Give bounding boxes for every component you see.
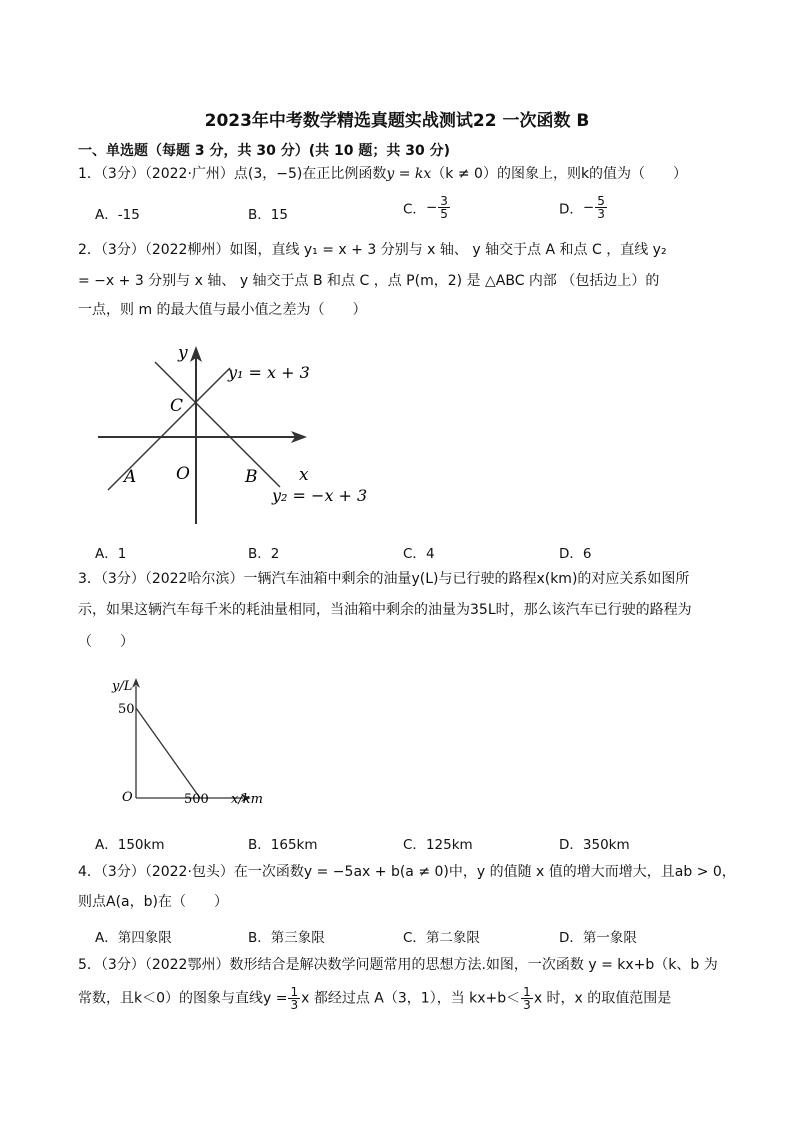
fraction-numerator: 1 bbox=[290, 985, 299, 999]
option-text: 第二象限 bbox=[425, 930, 480, 946]
option-letter: D． bbox=[559, 837, 583, 853]
q2-figure bbox=[95, 338, 385, 528]
q5-text-c: x 时，x 的取值范围是 bbox=[533, 990, 672, 1007]
option-letter: A． bbox=[95, 207, 118, 223]
q3-x-intercept: 500 bbox=[184, 792, 209, 807]
q3-x-label: x/km bbox=[231, 792, 263, 807]
option-letter: A． bbox=[95, 930, 118, 946]
option-letter: B． bbox=[248, 546, 271, 562]
question-1-stem bbox=[78, 166, 687, 182]
q4-line-1: 4．（3分）（2022·包头）在一次函数y = −5ax + b(a ≠ 0)中，y 的值随 x 值的增大而增大，且ab > 0， bbox=[78, 864, 736, 880]
q3-y-label: y/L bbox=[112, 679, 133, 694]
q3-line-2: 示，如果这辆汽车每千米的耗油量相同，当油箱中剩余的油量为35L时，那么该汽车已行驶的路程为 bbox=[78, 602, 692, 618]
point-o-label: O bbox=[176, 464, 190, 484]
q2-option-a[interactable] bbox=[95, 542, 126, 562]
option-text: 第三象限 bbox=[270, 930, 325, 946]
point-a-label: A bbox=[124, 467, 137, 487]
q2-x-label: x bbox=[299, 465, 309, 485]
option-letter: C． bbox=[403, 546, 426, 562]
q5-line-1: 5．（3分）（2022鄂州）数形结合是解决数学问题常用的思想方法.如图，一次函数 y = kx+b（k、b 为 bbox=[78, 957, 718, 973]
option-letter: B． bbox=[248, 930, 271, 946]
q1-option-c[interactable] bbox=[403, 195, 451, 220]
option-letter: A． bbox=[95, 837, 118, 853]
q2-line2-label: y₂ = −x + 3 bbox=[272, 486, 368, 505]
q1-tail: 的图象上，则k的值为（ ） bbox=[496, 166, 688, 182]
q3-y-axis bbox=[132, 678, 140, 798]
point-c-label: C bbox=[170, 396, 184, 416]
option-letter: D． bbox=[559, 201, 583, 218]
q1-option-d[interactable] bbox=[559, 195, 608, 220]
q2-line-1: 2．（3分）（2022柳州）如图，直线 y₁ = x + 3 分别与 x 轴、 y 轴交于点 A 和点 C ，直线 y₂ bbox=[78, 242, 667, 258]
option-text: 1 bbox=[117, 546, 127, 562]
q4-line-2: 则点A(a，b)在（ ） bbox=[78, 894, 228, 910]
q1-option-a[interactable] bbox=[95, 203, 140, 223]
option-letter: C． bbox=[403, 201, 426, 218]
option-text: 125km bbox=[425, 837, 473, 853]
option-letter: C． bbox=[403, 837, 426, 853]
option-text: 6 bbox=[582, 546, 592, 562]
fraction-numerator: 1 bbox=[523, 985, 531, 999]
q4-option-d[interactable] bbox=[559, 926, 637, 946]
q2-option-c[interactable] bbox=[403, 542, 435, 562]
q2-line-3: 一点，则 m 的最大值与最小值之差为（ ） bbox=[78, 302, 367, 318]
option-fraction bbox=[438, 195, 450, 220]
q4-option-c[interactable] bbox=[403, 926, 480, 946]
fraction-numerator: 3 bbox=[440, 194, 448, 208]
q3-option-b[interactable] bbox=[248, 833, 318, 853]
option-text: -15 bbox=[117, 207, 140, 223]
option-text: 350km bbox=[582, 837, 630, 853]
q1-head: 1．（3分）（2022·广州）点(3，−5)在正比例函数 bbox=[78, 166, 387, 182]
option-text: 165km bbox=[270, 837, 318, 853]
option-letter: D． bbox=[559, 930, 583, 946]
option-text: 2 bbox=[270, 546, 280, 562]
option-letter: A． bbox=[95, 546, 118, 562]
option-text: 15 bbox=[270, 207, 288, 223]
option-text: 4 bbox=[425, 546, 435, 562]
q2-x-axis bbox=[98, 431, 307, 443]
option-text: 第一象限 bbox=[582, 930, 637, 946]
q3-line-1: 3．（3分）（2022哈尔滨）一辆汽车油箱中剩余的油量y(L)与已行驶的路程x(km)的对应关系如图所 bbox=[78, 571, 690, 587]
q3-figure bbox=[108, 672, 278, 812]
option-text: 第四象限 bbox=[117, 930, 172, 946]
q5-text-b: x 都经过点 A（3，1），当 kx+b＜ bbox=[301, 990, 521, 1007]
q5-text-a: 常数，且k＜0）的图象与直线y = bbox=[78, 990, 288, 1007]
option-letter: D． bbox=[559, 546, 583, 562]
q2-line-2: = −x + 3 分别与 x 轴、 y 轴交于点 B 和点 C ，点 P(m，2) 是 △ABC 内部 （包括边上）的 bbox=[78, 273, 660, 289]
option-sign: − bbox=[425, 199, 438, 216]
option-sign: − bbox=[582, 199, 595, 216]
point-b-label: B bbox=[245, 467, 258, 487]
q1-func: y = kx bbox=[386, 166, 432, 182]
q2-option-b[interactable] bbox=[248, 542, 279, 562]
option-letter: C． bbox=[403, 930, 426, 946]
q2-line1-label: y₁ = x + 3 bbox=[228, 363, 310, 382]
q4-option-a[interactable] bbox=[95, 926, 172, 946]
q5-line-2 bbox=[78, 986, 671, 1011]
q2-y-axis bbox=[190, 346, 202, 524]
fraction-denominator: 3 bbox=[597, 207, 605, 221]
q3-origin: O bbox=[122, 790, 133, 805]
fraction-numerator: 5 bbox=[597, 194, 605, 208]
q4-option-b[interactable] bbox=[248, 926, 325, 946]
q5-fraction-2 bbox=[521, 986, 533, 1011]
q5-fraction-1 bbox=[288, 986, 300, 1011]
q2-option-d[interactable] bbox=[559, 542, 592, 562]
fraction-denominator: 3 bbox=[290, 998, 299, 1012]
q3-fuel-line bbox=[136, 708, 200, 798]
q3-option-d[interactable] bbox=[559, 833, 630, 853]
option-letter: B． bbox=[248, 837, 271, 853]
q2-y-label: y bbox=[178, 343, 188, 363]
page-title: 2023年中考数学精选真题实战测试22 一次函数 B bbox=[204, 111, 590, 131]
q3-option-a[interactable] bbox=[95, 833, 165, 853]
q1-option-b[interactable] bbox=[248, 203, 288, 223]
option-letter: B． bbox=[248, 207, 271, 223]
q3-line-3: （ ） bbox=[78, 634, 134, 650]
q3-y-intercept: 50 bbox=[118, 702, 135, 717]
q1-cond: （k ≠ 0） bbox=[431, 166, 497, 182]
q3-option-c[interactable] bbox=[403, 833, 473, 853]
section-heading: 一、单选题（每题 3 分，共 30 分）(共 10 题；共 30 分) bbox=[78, 143, 450, 159]
option-text: 150km bbox=[117, 837, 165, 853]
fraction-denominator: 5 bbox=[440, 207, 448, 221]
fraction-denominator: 3 bbox=[523, 998, 531, 1012]
option-fraction bbox=[595, 195, 607, 220]
